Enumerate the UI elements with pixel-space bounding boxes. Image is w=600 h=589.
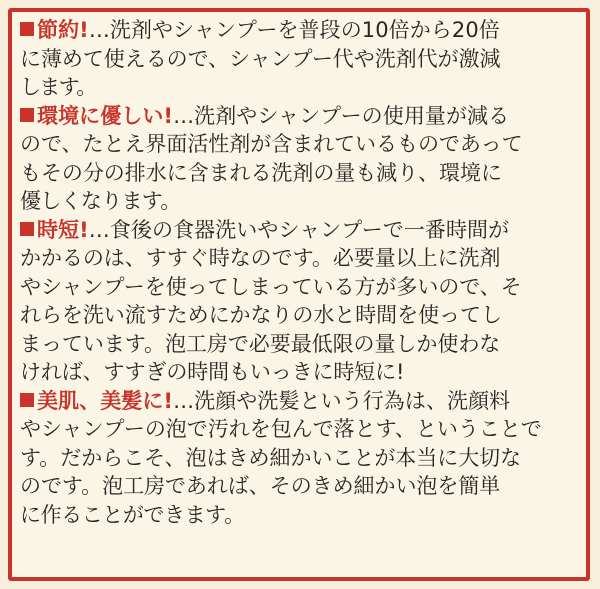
section-line: 優しくなります。	[20, 189, 181, 213]
square-bullet-icon	[20, 22, 34, 36]
ellipsis-separator: …	[88, 18, 110, 42]
section-heading: 時短!	[37, 217, 89, 242]
section-text: 洗顔や洗髪という行為は、洗顔料	[194, 388, 511, 413]
section-beauty	[20, 387, 580, 530]
ellipsis-separator: …	[173, 103, 195, 128]
section-heading: 環境に優しい!	[37, 103, 174, 128]
section-heading: 美肌、美髪に!	[37, 388, 174, 413]
section-line: れらを洗い流すためにかなりの水と時間を使ってし	[20, 303, 502, 327]
section-eco	[20, 102, 580, 216]
section-line: かかるのは、すすぐ時なのです。必要量以上に洗剤	[20, 246, 501, 270]
section-line: やシャンプーの泡で汚れを包んで落とす、ということで	[20, 417, 542, 441]
section-line: します。	[20, 75, 96, 99]
section-line	[20, 16, 580, 45]
section-line: ので、たとえ界面活性剤が含まれているものであって	[20, 132, 523, 156]
section-text: 洗剤やシャンプーを普段の10倍から20倍	[109, 18, 500, 42]
section-saving	[20, 16, 580, 102]
section-text: 食後の食器洗いやシャンプーで一番時間が	[109, 217, 510, 242]
section-line: まっています。泡工房で必要最低限の量しか使わな	[20, 331, 501, 356]
section-text: 洗剤やシャンプーの使用量が減る	[194, 103, 510, 128]
ellipsis-separator: …	[88, 217, 110, 242]
section-line: もその分の排水に含まれる洗剤の量も減り、環境に	[20, 160, 502, 185]
ellipsis-separator: …	[173, 388, 195, 413]
section-line: やシャンプーを使ってしまっている方が多いので、そ	[20, 274, 522, 299]
benefits-list	[20, 16, 580, 529]
section-line: に作ることができます。	[20, 502, 245, 527]
section-line: ければ、すすぎの時間もいっきに時短に!	[20, 360, 405, 384]
section-heading: 節約!	[37, 18, 89, 42]
section-line	[20, 216, 580, 245]
square-bullet-icon	[20, 108, 34, 122]
section-line	[20, 387, 580, 416]
section-line: に薄めて使えるので、シャンプー代や洗剤代が激減	[20, 46, 501, 71]
section-time-saving	[20, 216, 580, 387]
section-line: す。だからこそ、泡はきめ細かいことが本当に大切な	[20, 445, 522, 470]
section-line	[20, 102, 580, 131]
square-bullet-icon	[20, 393, 34, 407]
section-line: のです。泡工房であれば、そのきめ細かい泡を簡単	[20, 474, 501, 498]
square-bullet-icon	[20, 222, 34, 236]
